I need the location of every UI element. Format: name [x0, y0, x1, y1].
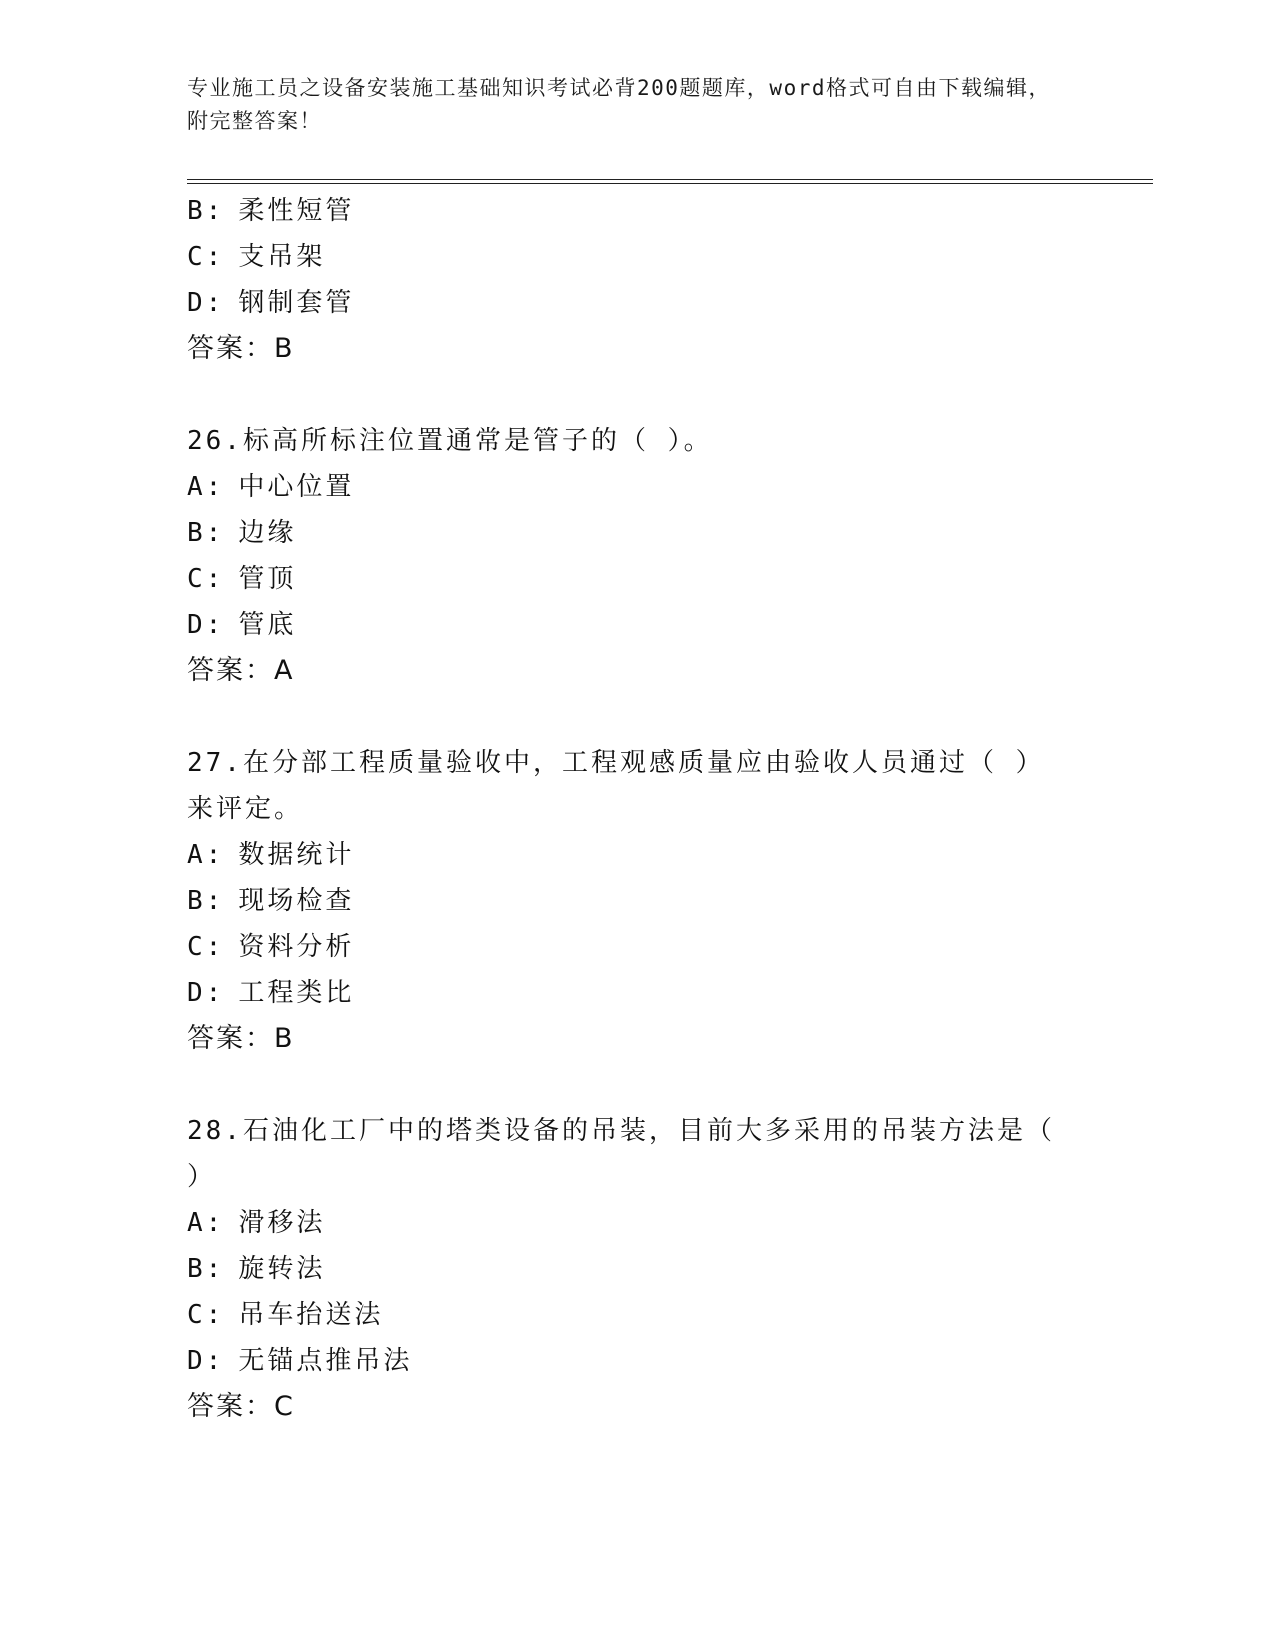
answer-line: 答案：B [187, 1023, 295, 1054]
question-block-28 [187, 1108, 1087, 1430]
option-item [187, 556, 1087, 602]
option-letter: B: [187, 1254, 225, 1284]
option-letter: D: [187, 1346, 225, 1376]
spacer [187, 372, 1087, 418]
option-text: 支吊架 [238, 242, 326, 272]
option-letter: A: [187, 472, 225, 502]
option-text: 边缘 [238, 518, 297, 548]
option-item [187, 1200, 1087, 1246]
option-item [187, 924, 1087, 970]
option-item [187, 234, 1087, 280]
question-text: 28.石油化工厂中的塔类设备的吊装，目前大多采用的吊装方法是（ ） [187, 1116, 1055, 1192]
option-item [187, 602, 1087, 648]
question-content [187, 188, 1087, 1430]
option-text: 管底 [238, 610, 297, 640]
option-text: 柔性短管 [238, 196, 355, 226]
option-text: 工程类比 [238, 978, 355, 1008]
option-letter: C: [187, 242, 225, 272]
answer-line: 答案：C [187, 1391, 295, 1422]
question-text: 27.在分部工程质量验收中，工程观感质量应由验收人员通过（ ）来评定。 [187, 748, 1045, 824]
option-item [187, 970, 1087, 1016]
option-letter: C: [187, 564, 225, 594]
header-divider-top [187, 179, 1153, 180]
option-item [187, 510, 1087, 556]
option-text: 管顶 [238, 564, 297, 594]
answer-line: 答案：B [187, 333, 295, 364]
page-header-title: 专业施工员之设备安装施工基础知识考试必背200题题库，word格式可自由下载编辑，附完整答案！ [187, 76, 1051, 133]
option-item [187, 878, 1087, 924]
partial-question-block [187, 188, 1087, 372]
option-letter: C: [187, 1300, 225, 1330]
option-item [187, 280, 1087, 326]
option-text: 滑移法 [238, 1208, 326, 1238]
option-text: 无锚点推吊法 [238, 1346, 413, 1376]
option-item [187, 832, 1087, 878]
option-text: 中心位置 [238, 472, 355, 502]
question-block-27 [187, 740, 1087, 1062]
option-text: 资料分析 [238, 932, 355, 962]
option-item [187, 1246, 1087, 1292]
option-letter: B: [187, 196, 225, 226]
option-letter: D: [187, 288, 225, 318]
answer-line: 答案：A [187, 655, 295, 686]
option-text: 数据统计 [238, 840, 355, 870]
spacer [187, 694, 1087, 740]
option-letter: B: [187, 518, 225, 548]
spacer [187, 1062, 1087, 1108]
option-letter: B: [187, 886, 225, 916]
option-item [187, 1292, 1087, 1338]
question-block-26 [187, 418, 1087, 694]
option-text: 现场检查 [238, 886, 355, 916]
option-letter: A: [187, 1208, 225, 1238]
option-letter: D: [187, 978, 225, 1008]
option-item [187, 464, 1087, 510]
header-divider-bottom [187, 183, 1153, 184]
option-text: 钢制套管 [238, 288, 355, 318]
option-letter: A: [187, 840, 225, 870]
option-item [187, 188, 1087, 234]
option-item [187, 1338, 1087, 1384]
option-letter: D: [187, 610, 225, 640]
option-text: 吊车抬送法 [238, 1300, 384, 1330]
question-text: 26.标高所标注位置通常是管子的（ ）。 [187, 426, 713, 456]
option-text: 旋转法 [238, 1254, 326, 1284]
option-letter: C: [187, 932, 225, 962]
